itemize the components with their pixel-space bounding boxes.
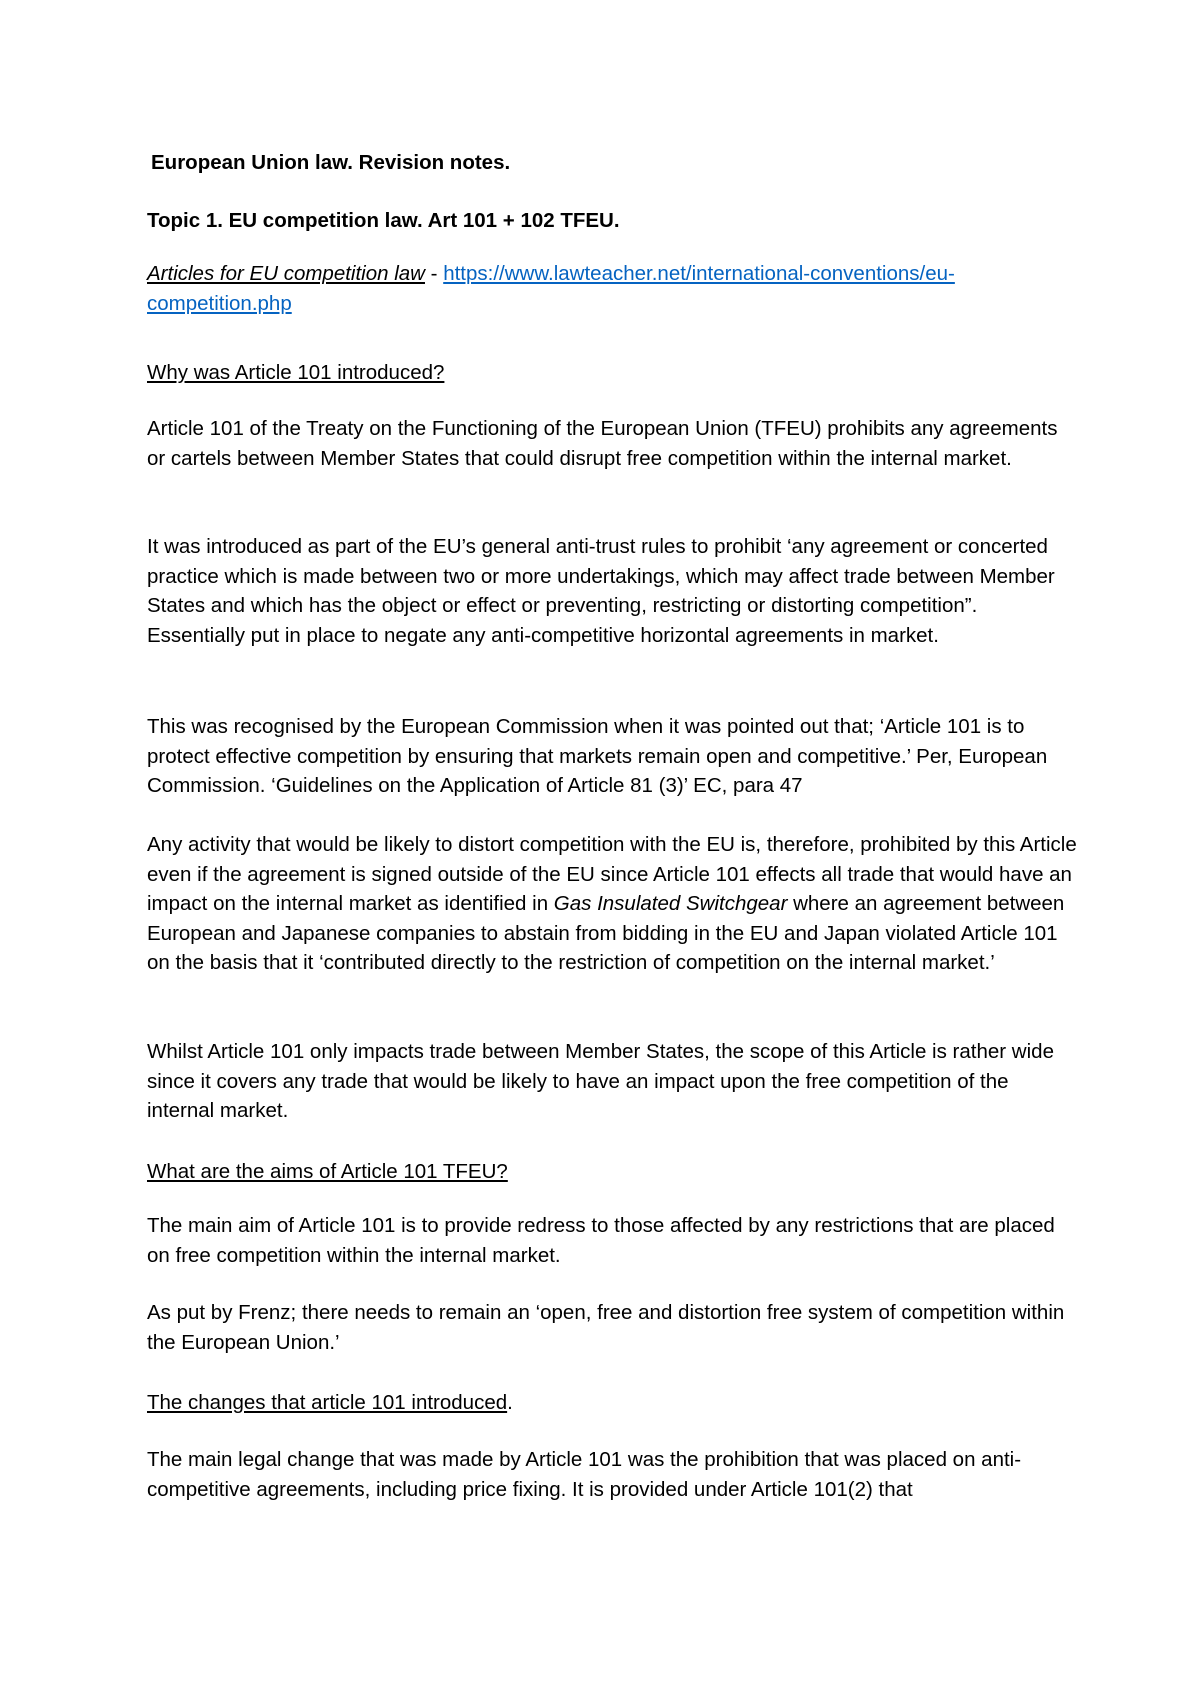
topic-heading: Topic 1. EU competition law. Art 101 + 102 TFEU. (147, 209, 620, 232)
section-heading-aims: What are the aims of Article 101 TFEU? (147, 1160, 508, 1183)
section-heading-changes-text: The changes that article 101 introduced (147, 1391, 508, 1414)
paragraph-4-text-b: where an agreement between European and Japanese companies to abstain from bidding in the EU and Japan violated Article 101 on the basis that it ‘contributed directly to the restriction of competition on the internal market.’ (147, 892, 1065, 975)
articles-link-line1: https://www.lawteacher.net/international-conventions/eu- (443, 262, 955, 285)
articles-separator: - (424, 262, 444, 285)
articles-label: Articles for EU competition law (147, 262, 425, 285)
paragraph-7: As put by Frenz; there needs to remain an ‘open, free and distortion free system of competition within the European Union.’ (147, 1301, 1065, 1354)
paragraph-3: This was recognised by the European Commission when it was pointed out that; ‘Article 101 is to protect effective competition by ensuring that markets remain open and competitive.’ Per, European Commission. ‘Guidelines on the Application of Article 81 (3)’ EC, para 47 (147, 715, 1048, 798)
paragraph-5: Whilst Article 101 only impacts trade between Member States, the scope of this Article is rather wide since it covers any trade that would be likely to have an impact upon the free competition of the internal market. (147, 1040, 1054, 1123)
section-heading-changes (147, 1388, 1077, 1418)
articles-link-line2: competition.php (147, 291, 292, 315)
section-heading-changes-period: . (507, 1391, 513, 1414)
articles-reference (147, 259, 1077, 318)
case-name: Gas Insulated Switchgear (553, 892, 788, 916)
paragraph-2: It was introduced as part of the EU’s general anti-trust rules to prohibit ‘any agreement or concerted practice which is made between two or more undertakings, which may affect trade between Member States and which has the object or effect or preventing, restricting or distorting competition”. Essentially put in place to negate any anti-competitive horizontal agreements in market. (147, 535, 1055, 647)
section-heading-why: Why was Article 101 introduced? (147, 361, 445, 384)
paragraph-1: Article 101 of the Treaty on the Functioning of the European Union (TFEU) prohibits any agreements or cartels between Member States that could disrupt free competition within the internal market. (147, 417, 1058, 470)
paragraph-4 (147, 830, 1077, 978)
paragraph-4-text-a: Any activity that would be likely to distort competition with the EU is, therefore, prohibited by this Article even if the agreement is signed outside of the EU since Article 101 effects all trade that would have an impact on the internal market as identified in (147, 833, 1077, 916)
document-title: European Union law. Revision notes. (151, 151, 511, 174)
paragraph-8: The main legal change that was made by Article 101 was the prohibition that was placed on anti-competitive agreements, including price fixing. It is provided under Article 101(2) that (147, 1448, 1022, 1501)
paragraph-6: The main aim of Article 101 is to provide redress to those affected by any restrictions that are placed on free competition within the internal market. (147, 1214, 1055, 1267)
